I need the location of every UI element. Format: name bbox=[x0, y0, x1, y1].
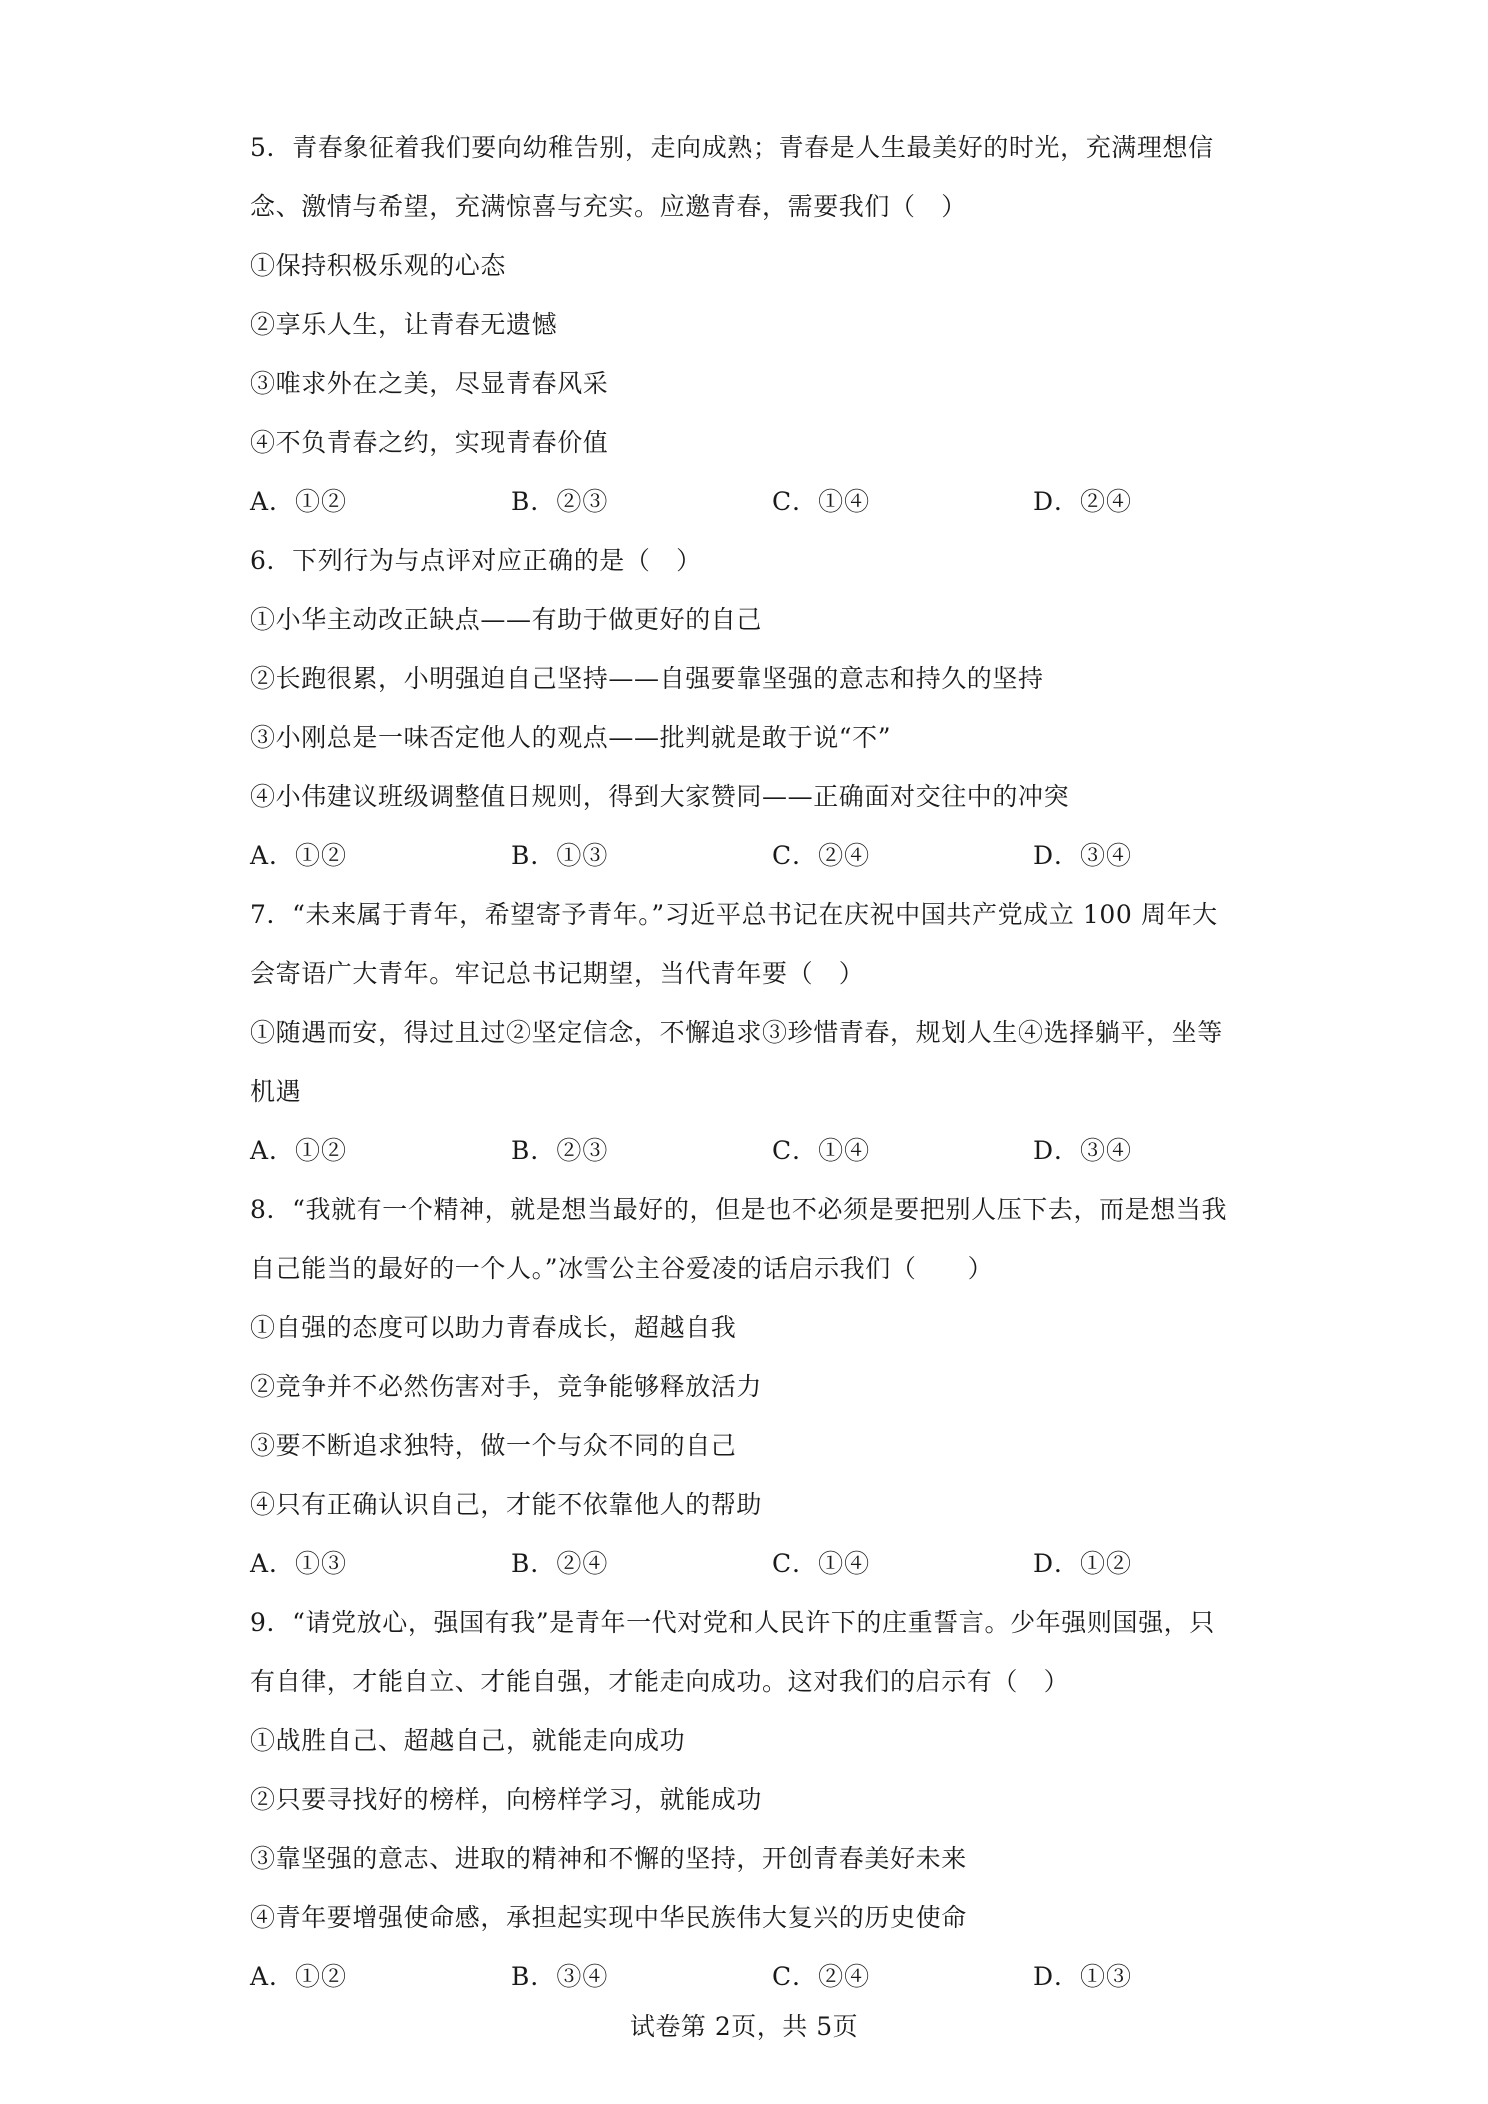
answer-options bbox=[250, 1534, 1260, 1593]
statement-item: ②只要寻找好的榜样，向榜样学习，就能成功 bbox=[250, 1785, 763, 1814]
answer-options bbox=[250, 472, 1260, 531]
answer-option[interactable]: B．②③ bbox=[511, 487, 609, 516]
answer-option[interactable]: D．①② bbox=[1033, 1549, 1133, 1578]
question-block bbox=[250, 531, 1260, 885]
question-block bbox=[250, 1180, 1260, 1593]
answer-option[interactable]: A．①② bbox=[250, 841, 348, 870]
question-stem-line: 5．青春象征着我们要向幼稚告别，走向成熟；青春是人生最美好的时光，充满理想信 bbox=[250, 133, 1214, 162]
answer-option[interactable]: B．②④ bbox=[511, 1549, 609, 1578]
statement-item: ③唯求外在之美，尽显青春风采 bbox=[250, 369, 609, 398]
statement-item: ④小伟建议班级调整值日规则，得到大家赞同——正确面对交往中的冲突 bbox=[250, 782, 1070, 811]
statement-item: ③要不断追求独特，做一个与众不同的自己 bbox=[250, 1431, 737, 1460]
statement-item: ④不负青春之约，实现青春价值 bbox=[250, 428, 609, 457]
answer-option[interactable]: A．①② bbox=[250, 487, 348, 516]
answer-option[interactable]: C．①④ bbox=[772, 487, 871, 516]
statement-item: ④只有正确认识自己，才能不依靠他人的帮助 bbox=[250, 1490, 763, 1519]
statement-item: ①自强的态度可以助力青春成长，超越自我 bbox=[250, 1313, 737, 1342]
statement-item: ②长跑很累，小明强迫自己坚持——自强要靠坚强的意志和持久的坚持 bbox=[250, 664, 1044, 693]
statement-item: ④青年要增强使命感，承担起实现中华民族伟大复兴的历史使命 bbox=[250, 1903, 967, 1932]
question-stem-line: 自己能当的最好的一个人。”冰雪公主谷爱凌的话启示我们（ ） bbox=[250, 1254, 994, 1283]
answer-options bbox=[250, 826, 1260, 885]
statement-item: ①保持积极乐观的心态 bbox=[250, 251, 507, 280]
question-stem-line: 会寄语广大青年。牢记总书记期望，当代青年要（ ） bbox=[250, 959, 865, 988]
answer-option[interactable]: B．③④ bbox=[511, 1962, 609, 1991]
question-block bbox=[250, 885, 1260, 1180]
answer-options bbox=[250, 1121, 1260, 1180]
question-stem-line: 6．下列行为与点评对应正确的是（ ） bbox=[250, 546, 702, 575]
page-footer: 试卷第 2页，共 5页 bbox=[629, 2012, 859, 2041]
answer-options bbox=[250, 1947, 1260, 2006]
question-stem-line: 9．“请党放心，强国有我”是青年一代对党和人民许下的庄重誓言。少年强则国强，只 bbox=[250, 1608, 1215, 1637]
answer-option[interactable]: D．③④ bbox=[1033, 841, 1133, 870]
statement-item: ①小华主动改正缺点——有助于做更好的自己 bbox=[250, 605, 763, 634]
answer-option[interactable]: C．②④ bbox=[772, 1962, 871, 1991]
statement-item: ③小刚总是一味否定他人的观点——批判就是敢于说“不” bbox=[250, 723, 892, 752]
statement-item: ②享乐人生，让青春无遗憾 bbox=[250, 310, 558, 339]
answer-option[interactable]: C．①④ bbox=[772, 1549, 871, 1578]
answer-option[interactable]: C．①④ bbox=[772, 1136, 871, 1165]
answer-option[interactable]: D．②④ bbox=[1033, 487, 1133, 516]
answer-option[interactable]: A．①③ bbox=[250, 1549, 348, 1578]
answer-option[interactable]: D．①③ bbox=[1033, 1962, 1133, 1991]
statement-item: ②竞争并不必然伤害对手，竞争能够释放活力 bbox=[250, 1372, 763, 1401]
statement-item: 机遇 bbox=[250, 1077, 302, 1106]
question-stem-line: 8．“我就有一个精神，就是想当最好的，但是也不必须是要把别人压下去，而是想当我 bbox=[250, 1195, 1228, 1224]
question-list bbox=[250, 118, 1260, 2006]
answer-option[interactable]: A．①② bbox=[250, 1962, 348, 1991]
question-stem-line: 7．“未来属于青年，希望寄予青年。”习近平总书记在庆祝中国共产党成立 100 周年大 bbox=[250, 900, 1218, 929]
question-block bbox=[250, 118, 1260, 531]
question-stem-line: 念、激情与希望，充满惊喜与充实。应邀青春，需要我们（ ） bbox=[250, 192, 967, 221]
statement-item: ①战胜自己、超越自己，就能走向成功 bbox=[250, 1726, 686, 1755]
answer-option[interactable]: B．②③ bbox=[511, 1136, 609, 1165]
statement-item: ①随遇而安，得过且过②坚定信念，不懈追求③珍惜青春，规划人生④选择躺平，坐等 bbox=[250, 1018, 1223, 1047]
answer-option[interactable]: D．③④ bbox=[1033, 1136, 1133, 1165]
question-block bbox=[250, 1593, 1260, 2006]
answer-option[interactable]: B．①③ bbox=[511, 841, 609, 870]
statement-item: ③靠坚强的意志、进取的精神和不懈的坚持，开创青春美好未来 bbox=[250, 1844, 967, 1873]
question-stem-line: 有自律，才能自立、才能自强，才能走向成功。这对我们的启示有（ ） bbox=[250, 1667, 1070, 1696]
answer-option[interactable]: A．①② bbox=[250, 1136, 348, 1165]
answer-option[interactable]: C．②④ bbox=[772, 841, 871, 870]
